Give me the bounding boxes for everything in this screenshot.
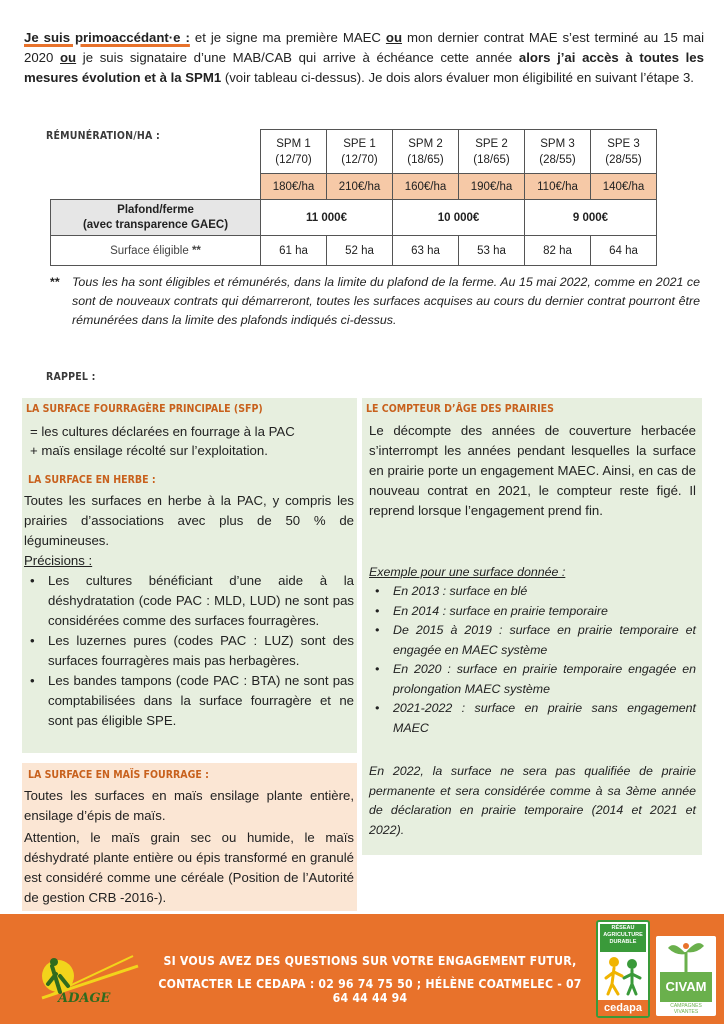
surface-cell: 52 ha: [327, 236, 393, 266]
compteur-title: LE COMPTEUR D’ÂGE DES PRAIRIES: [366, 403, 554, 415]
price-cell: 140€/ha: [591, 174, 657, 200]
table-corner: [51, 130, 261, 174]
intro-paragraph: [24, 28, 704, 88]
price-cell: 210€/ha: [327, 174, 393, 200]
adage-logo-text: ADAGE: [58, 991, 111, 1006]
list-item: • De 2015 à 2019 : surface en prairie temporaire et engagée en MAEC système: [369, 621, 696, 660]
herbe-text: Toutes les surfaces en herbe à la PAC, y compris les prairies d’associations avec plus de 50 % de légumineuses.: [24, 493, 354, 548]
price-cell: 110€/ha: [525, 174, 591, 200]
intro-text-2: mon dernier contrat MAE s’est terminé au 15 mai 2020: [24, 30, 704, 65]
price-cell: 160€/ha: [393, 174, 459, 200]
plafond-cell: 11 000€: [261, 200, 393, 236]
remuneration-table: [50, 129, 657, 266]
reseau-label: RÉSEAU AGRICULTURE DURABLE: [600, 924, 646, 952]
example-list: [369, 582, 696, 738]
col-header: SPM 3 (28/55): [525, 130, 591, 174]
cedapa-label: cedapa: [598, 1000, 648, 1016]
surface-label: Surface éligible **: [51, 236, 261, 266]
rappel-label: RAPPEL :: [46, 371, 96, 383]
table-blank: [51, 174, 261, 200]
price-cell: 190€/ha: [459, 174, 525, 200]
list-item: • Les luzernes pures (codes PAC : LUZ) sont des surfaces fourragères mais pas herbagères.: [24, 631, 354, 671]
col-header: SPM 1 (12/70): [261, 130, 327, 174]
mais-title: LA SURFACE EN MAÏS FOURRAGE :: [28, 769, 209, 781]
people-icon: [602, 954, 646, 998]
plafond-cell: 9 000€: [525, 200, 657, 236]
surface-cell: 61 ha: [261, 236, 327, 266]
surface-cell: 64 ha: [591, 236, 657, 266]
surface-cell: 63 ha: [393, 236, 459, 266]
cedapa-logo: [596, 920, 650, 1018]
mais-text-2: Attention, le maïs grain sec ou humide, le maïs déshydraté plante entière ou épis transformé en granulé est considéré comme une céréale (Position de l’Autorité de gestion CRB -2016-).: [24, 830, 354, 905]
precisions-label: Précisions :: [24, 553, 93, 568]
footer-line-2: CONTACTER LE CEDAPA : 02 96 74 75 50 ; HÉLÈNE COATMELEC - 07 64 44 44 94: [158, 977, 582, 1005]
footnote-stars: **: [50, 275, 60, 289]
primoaccedant-highlight: Je suis primoaccédant·e :: [24, 30, 190, 45]
compteur-text: Le décompte des années de couverture herbacée s’interrompt les années pendant lesquelles la surface en prairie porte un engagement MAEC. Ainsi, en cas de nouveau contrat en 2021, le compteur reste figé. Il reprend lorsque l’engagement prend fin.: [369, 423, 696, 518]
col-header: SPM 2 (18/65): [393, 130, 459, 174]
footnote-text: Tous les ha sont éligibles et rémunérés, dans la limite du plafond de la ferme. Au 15 mai 2022, comme en 2021 ce sont de nouveaux contrats qui démarreront, toutes les surfaces acquises au cours du dernier contrat pourront être rémunérées dans la limite des plafonds indiqués ci-dessus.: [72, 275, 700, 327]
list-item: • En 2020 : surface en prairie temporaire engagée en prolongation MAEC système: [369, 660, 696, 699]
col-header: SPE 1 (12/70): [327, 130, 393, 174]
herbe-title: LA SURFACE EN HERBE :: [28, 474, 156, 486]
list-item: • En 2014 : surface en prairie temporaire: [369, 602, 696, 622]
col-header: SPE 2 (18/65): [459, 130, 525, 174]
intro-text-3: je suis signataire d’une MAB/CAB qui arrive à échéance cette année: [76, 50, 519, 65]
example-title: Exemple pour une surface donnée :: [369, 565, 566, 579]
precisions-list: [24, 571, 354, 731]
col-header: SPE 3 (28/55): [591, 130, 657, 174]
intro-bold: alors j’ai accès à toutes les mesures évolution et à la SPM1: [24, 50, 704, 85]
compteur-conclusion: En 2022, la surface ne sera pas qualifiée de prairie permanente et sera considérée comme à sa 3ème année de déclaration en prairie temporaire (2014 et 2021 et 2022).: [369, 764, 696, 837]
list-item: • Les bandes tampons (code PAC : BTA) ne sont pas comptabilisées dans la surface fourragère et ne sont pas éligible SPE.: [24, 671, 354, 731]
sfp-box: [22, 398, 357, 753]
surface-cell: 53 ha: [459, 236, 525, 266]
intro-ou-2: ou: [60, 50, 77, 65]
sfp-line-2: + maïs ensilage récolté sur l’exploitation.: [30, 443, 268, 458]
list-item: • En 2013 : surface en blé: [369, 582, 696, 602]
intro-text-4: (voir tableau ci-dessus). Je dois alors évaluer mon éligibilité en suivant l’étape 3.: [221, 70, 694, 85]
footer-line-1: SI VOUS AVEZ DES QUESTIONS SUR VOTRE ENGAGEMENT FUTUR,: [163, 954, 577, 968]
list-item: • Les cultures bénéficiant d’une aide à la déshydratation (code PAC : MLD, LUD) ne sont pas considérées comme des surfaces fourragères.: [24, 571, 354, 631]
civam-sub: CAMPAGNES VIVANTES: [670, 1003, 702, 1015]
civam-label: CIVAM: [660, 972, 712, 1002]
sprout-icon: [666, 938, 706, 972]
plafond-cell: 10 000€: [393, 200, 525, 236]
compteur-box: [362, 398, 702, 855]
surface-cell: 82 ha: [525, 236, 591, 266]
adage-logo: [38, 936, 148, 1016]
list-item: • 2021-2022 : surface en prairie sans engagement MAEC: [369, 699, 696, 738]
plafond-label: Plafond/ferme (avec transparence GAEC): [51, 200, 261, 236]
intro-text-1: et je signe ma première MAEC: [189, 30, 386, 45]
sfp-line-1: = les cultures déclarées en fourrage à la PAC: [30, 424, 295, 439]
sfp-title: LA SURFACE FOURRAGÈRE PRINCIPALE (SFP): [26, 403, 263, 415]
footnote: [50, 273, 700, 330]
intro-ou-1: ou: [385, 30, 403, 45]
civam-logo: [656, 936, 716, 1016]
remuneration-label: RÉMUNÉRATION/HA :: [46, 130, 160, 142]
mais-box: [22, 763, 357, 911]
price-cell: 180€/ha: [261, 174, 327, 200]
footer-banner: [0, 914, 724, 1024]
mais-text-1: Toutes les surfaces en maïs ensilage plante entière, ensilage d’épis de maïs.: [24, 788, 354, 823]
